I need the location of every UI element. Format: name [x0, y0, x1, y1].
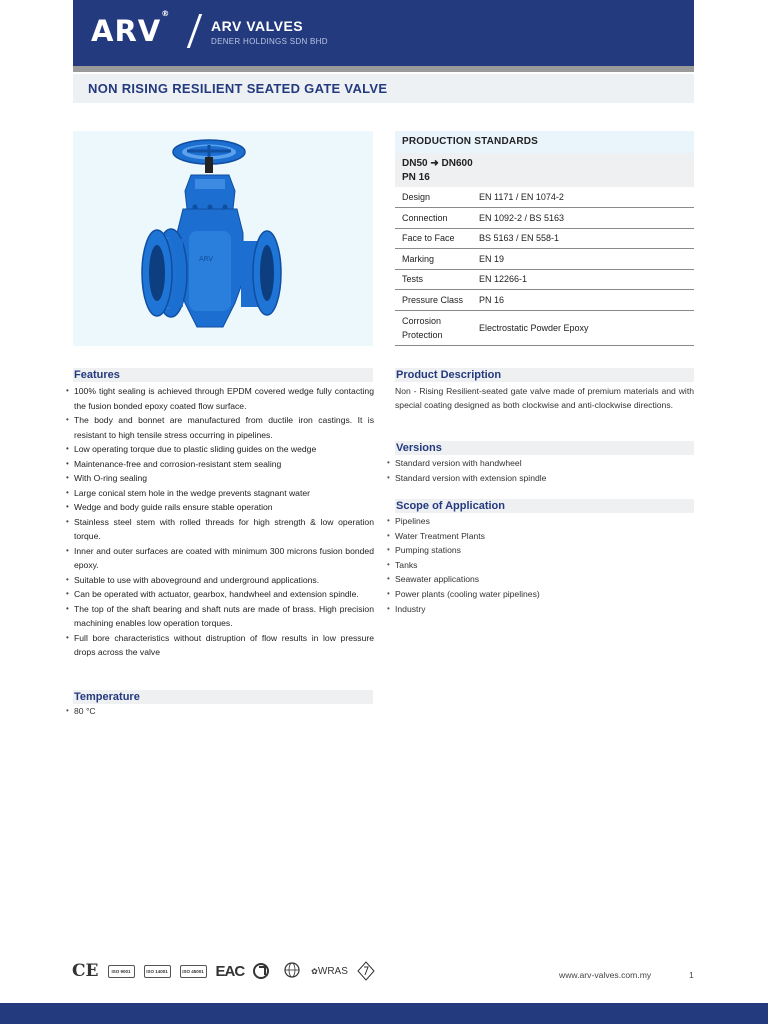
company-name: DENER HOLDINGS SDN BHD — [211, 37, 328, 46]
row-key: Marking — [402, 253, 435, 264]
brand-name: ARV VALVES — [211, 18, 304, 34]
svg-text:ARV: ARV — [199, 255, 214, 263]
list-item: • 100% tight sealing is achieved through EPDM covered wedge fully contacting the fusion bonded epoxy coated flow surface. — [66, 384, 374, 413]
scope-heading: Scope of Application — [395, 499, 694, 513]
production-standards-table — [395, 131, 694, 346]
list-item: • Seawater applications — [387, 572, 687, 587]
table-row — [395, 249, 694, 270]
product-description-heading: Product Description — [395, 368, 694, 382]
list-item: • Large conical stem hole in the wedge prevents stagnant water — [66, 486, 374, 501]
iso-14001-icon: ISO 14001 — [144, 965, 171, 978]
list-item: • The top of the shaft bearing and shaft nuts are made of brass. High precision machining enables low operation torques. — [66, 602, 374, 631]
temperature-list — [66, 704, 366, 719]
list-item: • Pumping stations — [387, 543, 687, 558]
website-url[interactable]: www.arv-valves.com.my — [559, 970, 652, 980]
list-item: • Inner and outer surfaces are coated with minimum 300 microns fusion bonded epoxy. — [66, 544, 374, 573]
list-item: • Wedge and body guide rails ensure stable operation — [66, 500, 374, 515]
row-value: BS 5163 / EN 558-1 — [479, 233, 560, 244]
arv-logo: ARV® — [91, 9, 170, 48]
versions-heading: Versions — [395, 441, 694, 455]
iso-45001-icon: ISO 45001 — [180, 965, 207, 978]
pressure-rating: PN 16 — [402, 172, 430, 183]
list-item: • Industry — [387, 602, 687, 617]
list-item: • Low operating torque due to plastic sliding guides on the wedge — [66, 442, 374, 457]
eac-mark-icon: EAC — [215, 962, 245, 980]
header-divider — [73, 66, 694, 72]
certification-logos — [72, 960, 375, 982]
page-title: NON RISING RESILIENT SEATED GATE VALVE — [88, 81, 388, 96]
iso-9001-icon: ISO 9001 — [108, 965, 135, 978]
row-value: EN 1171 / EN 1074-2 — [479, 192, 564, 202]
header-banner — [73, 0, 694, 66]
wras-logo-icon: ✿ WRAS — [311, 965, 348, 977]
page-number: 1 — [689, 970, 694, 980]
row-key: Pressure Class — [402, 294, 464, 305]
list-item: • Can be operated with actuator, gearbox, handwheel and extension spindle. — [66, 587, 374, 602]
row-key: Connection — [402, 212, 448, 223]
temperature-heading: Temperature — [73, 690, 373, 704]
row-value: EN 12266-1 — [479, 274, 528, 285]
row-key: Design — [402, 192, 431, 202]
list-item: • With O-ring sealing — [66, 471, 374, 486]
list-item: • Pipelines — [387, 514, 687, 529]
ce-mark-icon: CE — [72, 961, 99, 981]
scope-list — [387, 514, 687, 616]
table-row — [395, 229, 694, 250]
list-item: • Maintenance-free and corrosion-resistant stem sealing — [66, 457, 374, 472]
table-row — [395, 311, 694, 346]
list-item: • Suitable to use with aboveground and underground applications. — [66, 573, 374, 588]
row-value: EN 19 — [479, 253, 505, 264]
row-value: EN 1092-2 / BS 5163 — [479, 212, 565, 223]
logo-slash — [187, 14, 202, 48]
list-item: • Standard version with handwheel — [387, 456, 687, 471]
list-item: • 80 °C — [66, 704, 366, 719]
globe-cert-icon — [282, 961, 302, 981]
list-item: • Tanks — [387, 558, 687, 573]
row-key: Corrosion Protection — [402, 315, 443, 340]
row-value: PN 16 — [479, 294, 505, 305]
table-row — [395, 270, 694, 291]
list-item: • Full bore characteristics without distruption of flow results in low pressure drops across the valve — [66, 631, 374, 660]
row-key: Face to Face — [402, 233, 455, 244]
standards-heading: PRODUCTION STANDARDS — [395, 131, 694, 153]
table-row — [395, 290, 694, 311]
list-item: • Stainless steel stem with rolled threads for high strength & low operation torque. — [66, 515, 374, 544]
row-key: Tests — [402, 274, 424, 285]
list-item: • The body and bonnet are manufactured from ductile iron castings. It is resistant to high tensile stress occurring in pipelines. — [66, 413, 374, 442]
table-row — [395, 187, 694, 208]
product-description-text: Non - Rising Resilient-seated gate valve made of premium materials and with special coating designed as both clockwise and anti-clockwise directions. — [395, 386, 694, 411]
list-item: • Power plants (cooling water pipelines) — [387, 587, 687, 602]
features-heading: Features — [73, 368, 373, 382]
table-row — [395, 208, 694, 229]
product-image — [73, 131, 373, 346]
features-list — [66, 384, 374, 660]
diamond-cert-icon — [357, 961, 375, 981]
list-item: • Standard version with extension spindle — [387, 471, 687, 486]
list-item: • Water Treatment Plants — [387, 529, 687, 544]
versions-list — [387, 456, 687, 485]
footer-bar — [0, 1003, 768, 1024]
title-bar — [73, 74, 694, 103]
size-range: DN50 ➜ DN600 — [402, 158, 473, 169]
gate-valve-illustration — [73, 131, 373, 346]
rst-mark-icon — [253, 963, 273, 979]
size-pressure-range — [395, 153, 694, 187]
row-value: Electrostatic Powder Epoxy — [479, 322, 589, 333]
